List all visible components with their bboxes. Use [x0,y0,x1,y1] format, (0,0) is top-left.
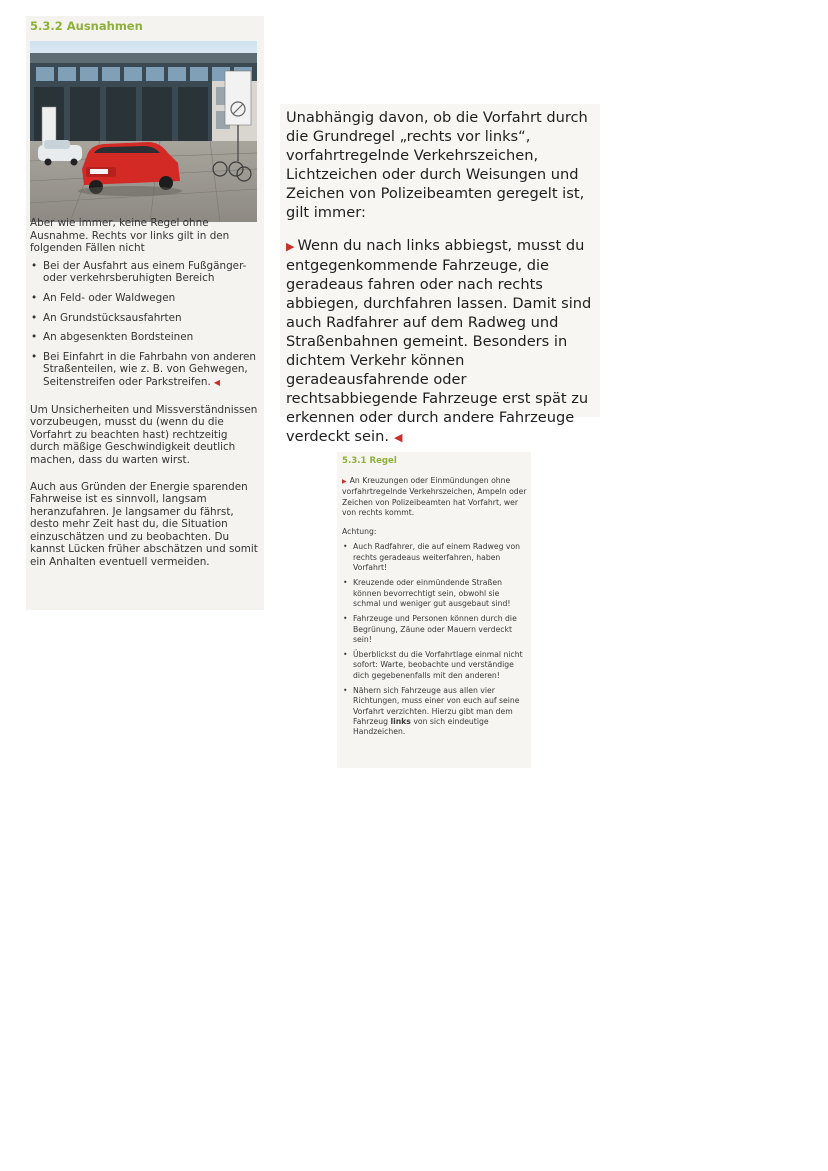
rule-paragraph [286,236,598,447]
list-item-text: von sich eindeutige Handzeichen. [353,716,489,737]
rule-panel [337,452,531,768]
exceptions-panel [26,16,264,610]
list-item-text: Nähern sich Fahrzeuge aus allen vier Richtungen, muss einer von euch auf seine Vorfahrt verzichten. Hierzu gibt man dem Fahrzeug [353,686,520,726]
list-item [30,351,258,390]
street-photo [30,41,257,222]
warning-label: Achtung: [342,527,377,537]
end-marker-icon: ◀ [213,377,220,387]
paragraph: Um Unsicherheiten und Missverständnissen vorzubeugen, musst du (wenn du die Vorfahrt zu beachten hast) rechtzeitig durch mäßige Geschwindigkeit deutlich machen, dass du warten wirst. [30,403,258,466]
list-item: • Auch Radfahrer, die auf einem Radweg von rechts geradeaus weiterfahren, haben Vorfahrt! [342,542,528,573]
section-title: 5.3.1 Regel [342,456,397,466]
section-title: 5.3.2 Ausnahmen [30,19,143,33]
exceptions-list [30,260,258,390]
rule-paragraph [342,476,528,518]
list-item: • An Grundstücksausfahrten [30,312,258,325]
rule-text: An Kreuzungen oder Einmündungen ohne vorfahrtregelnde Verkehrszeichen, Ampeln oder Zeichen von Polizeibeamten hat Vorfahrt, wer von rechts kommt. [342,476,527,517]
rule-text: Wenn du nach links abbiegst, musst du entgegenkommende Fahrzeuge, die geradeaus fahren oder nach rechts abbiegen, durchfahren lassen. Damit sind auch Radfahrer auf dem Radweg und Straßenbahnen gemeint. Besonders in dichtem Verkehr können geradeausfahrende oder rechtsabbiegende Fahrzeuge erst spät zu erkennen oder durch andere Fahrzeuge verdeckt sein. [286,237,592,445]
left-turn-panel [280,104,600,445]
paragraph: Auch aus Gründen der Energie sparenden Fahrweise ist es sinnvoll, langsam heranzufahren. Je langsamer du fährst, desto mehr Zeit hast du, die Situation einzuschätzen und zu beobachten. Du kannst Lücken früher abschätzen und somit ein Anhalten eventuell vermeiden. [30,480,258,569]
start-marker-icon: ▶ [286,240,295,253]
photo-illustration [30,41,257,222]
end-marker-icon: ◀ [393,431,403,444]
list-item: • An abgesenkten Bordsteinen [30,331,258,344]
list-item: • Fahrzeuge und Personen können durch die Begrünung, Zäune oder Mauern verdeckt sein! [342,614,528,645]
start-marker-icon: ▶ [342,478,347,485]
warning-list [342,542,528,737]
list-item [342,686,528,737]
emphasis-text: links [390,716,411,726]
list-item: • Kreuzende oder einmündende Straßen können bevorrechtigt sein, obwohl sie schmal und weniger gut ausgebaut sind! [342,578,528,609]
rule-text-block [342,476,528,743]
exceptions-text [30,217,258,569]
intro-paragraph: Unabhängig davon, ob die Vorfahrt durch die Grundregel „rechts vor links“, vorfahrtregelnde Verkehrszeichen, Lichtzeichen oder durch Weisungen und Zeichen von Polizeibeamten geregelt ist, gilt immer: [286,109,588,221]
list-item: • An Feld- oder Waldwegen [30,292,258,305]
left-turn-text [286,108,598,447]
list-item-text: Bei Einfahrt in die Fahrbahn von anderen Straßenteilen, wie z. B. von Gehwegen, Seitenstreifen oder Parkstreifen. [43,350,257,388]
intro-paragraph: Aber wie immer, keine Regel ohne Ausnahme. Rechts vor links gilt in den folgenden Fällen nicht [30,217,230,255]
list-item: • Überblickst du die Vorfahrtlage einmal nicht sofort: Warte, beobachte und verständige dich gegebenenfalls mit den anderen! [342,650,528,681]
list-item: • Bei der Ausfahrt aus einem Fußgänger- oder verkehrsberuhigten Bereich [30,260,258,285]
